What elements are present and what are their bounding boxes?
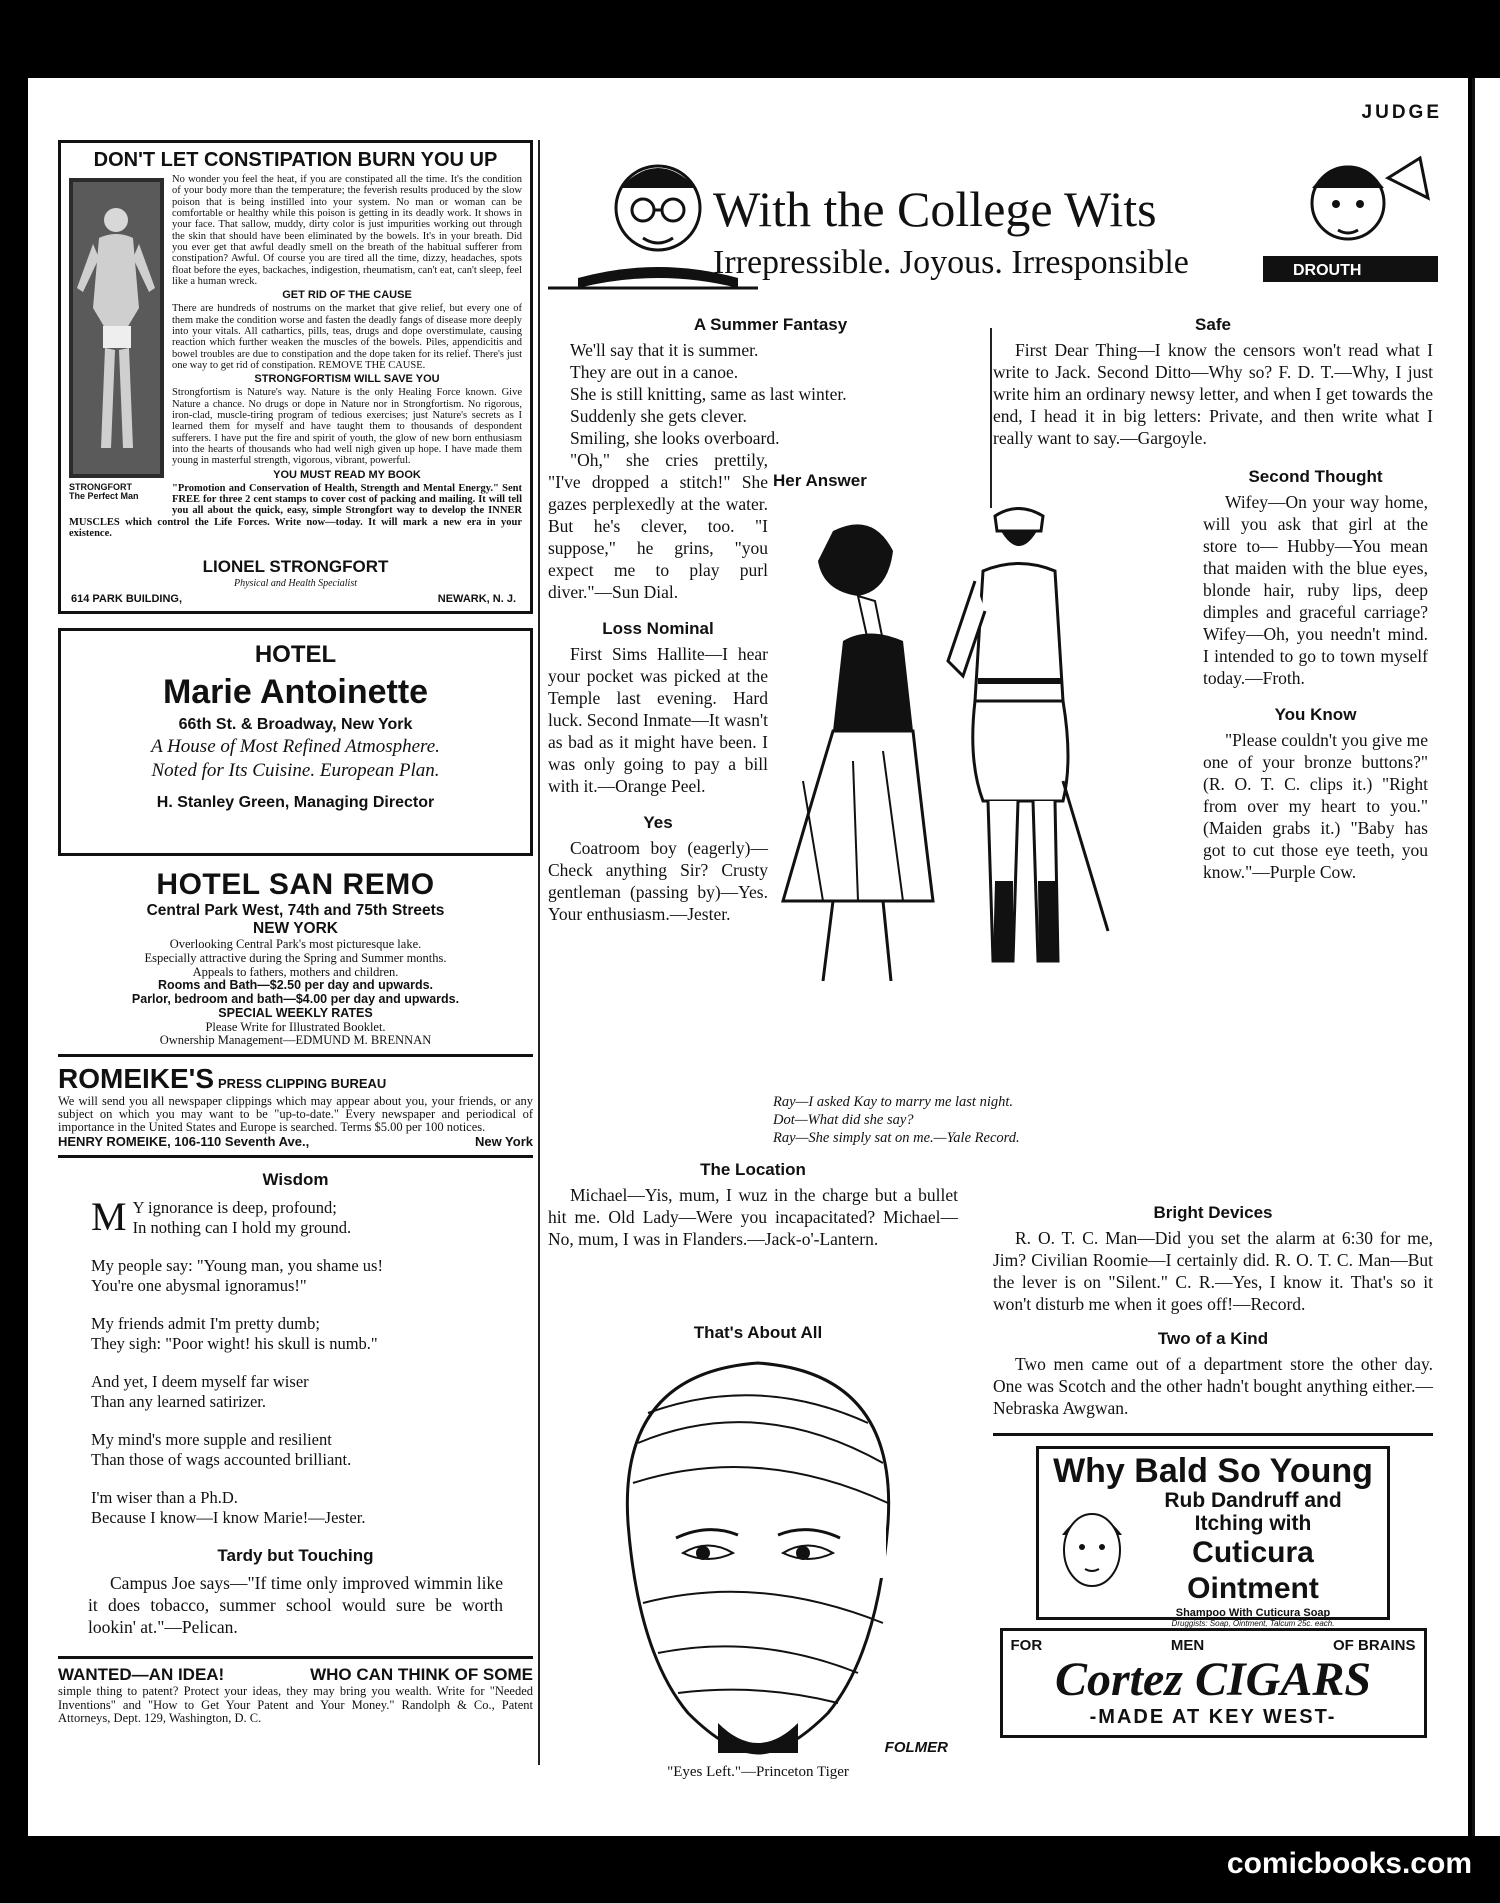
location-article — [548, 1160, 958, 1250]
hotel-marie-ad — [58, 628, 533, 856]
wisdom-line: Because I know—I know Marie!—Jester. — [91, 1508, 366, 1528]
summer-line: She is still knitting, same as last winter. — [570, 384, 847, 404]
her-answer-title: Her Answer — [773, 471, 867, 490]
banner-title: With the College Wits — [713, 181, 1157, 237]
drouth-label: DROUTH — [1293, 262, 1362, 279]
hotel-label: HOTEL — [254, 641, 337, 668]
bandaged-face-illustration — [588, 1353, 928, 1763]
ad-role: Physical and Health Specialist — [233, 578, 358, 589]
wisdom-line: My mind's more supple and resilient — [91, 1430, 332, 1450]
wisdom-poem — [58, 1170, 533, 1528]
two-kind-article — [993, 1329, 1433, 1419]
divider-rule — [58, 1155, 533, 1158]
san-remo-line-5: Especially attractive during the Spring and Summer months. — [144, 950, 447, 965]
hotel-san-remo-ad — [58, 868, 533, 1048]
location-title: The Location — [700, 1160, 806, 1179]
safe-article — [993, 303, 1433, 449]
ad-address-right: NEWARK, N. J. — [437, 593, 516, 605]
safe-title: Safe — [1195, 315, 1231, 334]
cortez-brains: OF BRAINS — [1332, 1637, 1416, 1654]
cortez-brand: Cortez CIGARS — [1054, 1653, 1372, 1706]
hotel-name: Marie Antoinette — [162, 673, 429, 711]
wisdom-line: They sigh: "Poor wight! his skull is numb." — [91, 1334, 378, 1354]
adjacent-page-edge — [1472, 78, 1500, 1836]
tardy-title: Tardy but Touching — [217, 1546, 374, 1566]
page-header: JUDGE — [1361, 102, 1442, 123]
college-wits-banner — [548, 138, 1448, 303]
bright-text: R. O. T. C. Man—Did you set the alarm at 6:30 for me, Jim? Civilian Roomie—I certainly did. R. O. T. C. Man—But the lever is on "Silent." C. R.—Yes, I know it. That's so it won't disturb me when it goes off!—Record. — [993, 1228, 1433, 1314]
summer-line: Smiling, she looks overboard. — [570, 428, 780, 448]
san-remo-rate-2: Parlor, bedroom and bath—$4.00 per day and upwards. — [131, 992, 460, 1006]
two-kind-title: Two of a Kind — [1157, 1329, 1269, 1348]
cuticura-ad — [1036, 1446, 1390, 1628]
wisdom-line: Y ignorance is deep, profound; — [132, 1198, 337, 1218]
you-know-title: You Know — [1274, 705, 1357, 724]
safe-text: First Dear Thing—I know the censors won't read what I write to Jack. Second Ditto—Why so? F. D. T.—Why, I just write him an ordinary newsy letter, and when I get towards the end, I head it in big letters: Private, and then write what I really want to say.—Gargoyle. — [993, 340, 1433, 448]
loss-title: Loss Nominal — [602, 619, 714, 638]
romeike-ad — [58, 1063, 533, 1149]
ad-address-left: 614 PARK BUILDING, — [71, 593, 183, 605]
photo-caption-1: STRONGFORT — [69, 482, 132, 492]
thats-all-article — [548, 1323, 968, 1781]
her-answer-line-3: Ray—She simply sat on me.—Yale Record. — [773, 1130, 1020, 1146]
wisdom-dropcap: M — [91, 1194, 127, 1240]
right-column — [993, 303, 1433, 883]
romeike-name: ROMEIKE'S — [58, 1063, 215, 1094]
cuticura-druggists: Druggists: Soap, Ointment, Talcum 25c. each. — [1171, 1619, 1335, 1628]
hotel-tagline-1: A House of Most Refined Atmosphere. — [151, 736, 440, 757]
romeike-sub: PRESS CLIPPING BUREAU — [218, 1076, 387, 1091]
san-remo-rate-1: Rooms and Bath—$2.50 per day and upwards. — [157, 978, 434, 993]
strongfort-photo — [69, 178, 164, 508]
cortez-bottom: -MADE AT KEY WEST- — [1089, 1706, 1337, 1728]
wanted-head-left: WANTED—AN IDEA! — [58, 1665, 225, 1685]
ad-intro: No wonder you feel the heat, if you are constipated all the time. It's the condition of your body more than the temperature; the feverish results produced by the slow poison that is being instilled into your system. No man or woman can be comfortable or healthy while this poison is getting in its deadly work. It shows in your face. That sallow, muddy, dirty color is just impurities working out through the skin that should have been eliminated by the bowels. It's in your breath. Did you ever get that awful deadly smell on the breath of the habitual sufferer from constipation? Awful. Of course you are tired all the time, dizzy, headaches, spots float before the eyes, backaches, indigestion, rheumatism, can't eat, can't sleep, feel like a human wreck. — [172, 174, 522, 287]
wisdom-line: My friends admit I'm pretty dumb; — [91, 1314, 320, 1334]
san-remo-name: HOTEL SAN REMO — [156, 868, 435, 901]
thats-all-caption: "Eyes Left."—Princeton Tiger — [667, 1764, 849, 1780]
ad-headline: DON'T LET CONSTIPATION BURN YOU UP — [93, 149, 498, 171]
you-know-text: "Please couldn't you give me one of your bronze buttons?" (R. O. T. C. clips it.) "Right from over my heart to you." (Maiden grabs it.) "Baby has got to cut those eye teeth, you know."—Purple Cow. — [1203, 730, 1428, 882]
second-thought-article — [1203, 467, 1428, 689]
wisdom-line: Than any learned satirizer. — [91, 1392, 266, 1412]
wanted-body: simple thing to patent? Protect your ideas, they may bring you wealth. Write for "Needed Inventions" and "How to Get Your Patent and Your Money." Randolph & Co., Patent Attorneys, Dept. 129, Washington, D. C. — [58, 1684, 533, 1725]
cuticura-shampoo: Shampoo With Cuticura Soap — [1175, 1607, 1331, 1619]
romeike-footer-left: HENRY ROMEIKE, 106-110 Seventh Ave., — [58, 1134, 310, 1150]
summer-title: A Summer Fantasy — [693, 315, 848, 334]
wanted-ad — [58, 1665, 533, 1724]
bright-title: Bright Devices — [1153, 1203, 1273, 1222]
cuticura-line-3: Itching with — [1194, 1512, 1312, 1535]
cuticura-ointment: Cuticura Ointment — [1187, 1536, 1319, 1605]
romeike-body: We will send you all newspaper clippings which may appear about you, your friends, or any subject on which you may want to be "up-to-date." Every newspaper and periodical of importance in the United States and Europe is searched. Terms $5.00 per 100 notices. — [58, 1094, 533, 1135]
thats-all-title: That's About All — [693, 1323, 823, 1342]
location-text: Michael—Yis, mum, I wuz in the charge but a bullet hit me. Old Lady—Were you incapacitated? Michael—No, mum, I was in Flanders.—Jack-o'-Lantern. — [548, 1185, 958, 1249]
ad-subhead-2: STRONGFORTISM WILL SAVE YOU — [254, 373, 440, 386]
romeike-footer-right: New York — [474, 1134, 533, 1150]
wisdom-title: Wisdom — [262, 1170, 329, 1190]
ad-subhead-3: YOU MUST READ MY BOOK — [273, 468, 421, 481]
her-answer-line-2: Dot—What did she say? — [773, 1112, 914, 1128]
wanted-head — [58, 1665, 533, 1685]
you-know-article — [1203, 705, 1428, 883]
wisdom-line: Than those of wags accounted brilliant. — [91, 1450, 352, 1470]
wisdom-line: You're one abysmal ignoramus!" — [91, 1276, 307, 1296]
constipation-ad — [58, 140, 533, 614]
second-thought-text: Wifey—On your way home, will you ask that girl at the store to— Hubby—You mean that maiden with the blue eyes, blonde hair, ruby lips, deep dimples and graceful carriage? Wifey—Oh, you needn't mind. I intended to go to town myself today.—Froth. — [1203, 492, 1428, 688]
her-answer-caption — [773, 1093, 1163, 1147]
loss-article — [548, 619, 768, 797]
boy-face-icon — [1047, 1495, 1137, 1595]
cortez-men: MEN — [1170, 1637, 1205, 1654]
divider-rule — [58, 1656, 533, 1659]
magazine-page — [28, 78, 1468, 1836]
site-watermark: comicbooks.com — [1226, 1847, 1472, 1880]
left-column — [58, 140, 533, 1725]
photo-caption-2: The Perfect Man — [69, 491, 139, 502]
cortez-top — [1011, 1637, 1416, 1654]
hotel-address: 66th St. & Broadway, New York — [178, 716, 413, 733]
romeike-footer — [58, 1134, 533, 1149]
bright-devices-article — [993, 1203, 1433, 1315]
summer-line: They are out in a canoe. — [570, 362, 739, 382]
yes-title: Yes — [643, 813, 673, 832]
wisdom-line: And yet, I deem myself far wiser — [91, 1372, 309, 1392]
tardy-article — [58, 1546, 533, 1638]
second-thought-title: Second Thought — [1248, 467, 1383, 486]
san-remo-city: NEW YORK — [253, 920, 338, 937]
column-divider — [990, 328, 992, 508]
san-remo-booklet: Please Write for Illustrated Booklet. — [205, 1019, 386, 1034]
san-remo-owner: Ownership Management—EDMUND M. BRENNAN — [159, 1033, 432, 1048]
column-divider — [538, 140, 540, 1765]
two-kind-text: Two men came out of a department store the other day. One was Scotch and the other hadn't bought anything either.—Nebraska Awgwan. — [993, 1354, 1433, 1418]
wisdom-line: In nothing can I hold my ground. — [132, 1218, 352, 1238]
divider-rule — [993, 1433, 1433, 1436]
her-answer-line-1: Ray—I asked Kay to marry me last night. — [773, 1094, 1014, 1110]
cuticura-line-2: Rub Dandruff and — [1164, 1489, 1342, 1512]
wisdom-line: I'm wiser than a Ph.D. — [91, 1488, 238, 1508]
yes-article — [548, 813, 768, 925]
cuticura-headline: Why Bald So Young — [1053, 1452, 1373, 1490]
ad-name: LIONEL STRONGFORT — [202, 557, 389, 576]
wisdom-line: My people say: "Young man, you shame us! — [91, 1256, 383, 1276]
san-remo-line-6: Appeals to fathers, mothers and children. — [192, 964, 399, 979]
banner-subtitle: Irrepressible. Joyous. Irresponsible — [713, 244, 1189, 281]
ad-body-2: Strongfortism is Nature's way. Nature is the only Healing Force known. Give Nature a chance. No drugs or dope in Nature nor in Strongfortism. No rigorous, iron-clad, muscle-tiring program of tedious exercises; just Nature's secrets as I learned them for myself and have taught them to thousands of despondent sufferers. I have put the fire and spirit of youth, the glow of new born enthusiasm into the hearts of thousands who had well nigh given up hope. I have made them young in masterful strength, vigorous, vibrant, powerful. — [172, 387, 522, 467]
summer-line: We'll say that it is summer. — [570, 340, 759, 360]
summer-rest: "Oh," she cries prettily, "I've dropped a stitch!" She gazes perplexedly at the water. But he's clever, too. "I suppose," he grins, "you expect me to play purl diver."—Sun Dial. — [548, 450, 768, 602]
yes-text: Coatroom boy (eagerly)—Check anything Sir? Crusty gentleman (passing by)—Yes. Your enthusiasm.—Jester. — [548, 838, 768, 924]
hotel-manager: H. Stanley Green, Managing Director — [156, 794, 435, 811]
divider-rule — [58, 1054, 533, 1057]
wanted-head-right: WHO CAN THINK OF SOME — [310, 1665, 533, 1685]
san-remo-address: Central Park West, 74th and 75th Streets — [146, 902, 445, 919]
ad-subhead-1: GET RID OF THE CAUSE — [282, 289, 412, 302]
tardy-text: Campus Joe says—"If time only improved wimmin like it does tobacco, summer school would sure be worth lookin' at."—Pelican. — [88, 1573, 503, 1638]
hotel-tagline-2: Noted for Its Cuisine. European Plan. — [151, 760, 440, 781]
strongman-figure — [69, 178, 164, 478]
cortez-cigars-ad — [1000, 1628, 1427, 1738]
loss-text: First Sims Hallite—I hear your pocket was picked at the Temple last evening. Hard luck. Second Inmate—It wasn't as bad as it might have been. I was only going to pay a bill with it.—Orange Peel. — [548, 644, 768, 796]
san-remo-line-4: Overlooking Central Park's most picturesque lake. — [169, 937, 422, 951]
cortez-for: FOR — [1010, 1637, 1043, 1654]
san-remo-weekly: SPECIAL WEEKLY RATES — [218, 1005, 373, 1020]
artist-signature: FOLMER — [884, 1739, 948, 1756]
ad-body-1: There are hundreds of nostrums on the market that give relief, but every one of them make the condition worse and fasten the deadly fangs of disease more deeply into your vitals. All cathartics, pills, teas, drugs and dope overstimulate, causing reaction which further weaken the muscles of the bowels. Piles, appendicitis and bowel troubles are due to constipation and the dope taken for its relief. There's just one way to get rid of constipation. REMOVE THE CAUSE. — [172, 303, 522, 371]
summer-line: Suddenly she gets clever. — [570, 406, 747, 426]
ad-book: "Promotion and Conservation of Health, Strength and Mental Energy." Sent FREE for three 2 cent stamps to cover cost of packing and mailing. It will tell you all about the quick, easy, simple Strongfort way to develop the INNER MUSCLES which control the Life Forces. Write now—today. It will mark a new era in your existence. — [69, 482, 522, 539]
right-lower — [993, 1203, 1433, 1738]
